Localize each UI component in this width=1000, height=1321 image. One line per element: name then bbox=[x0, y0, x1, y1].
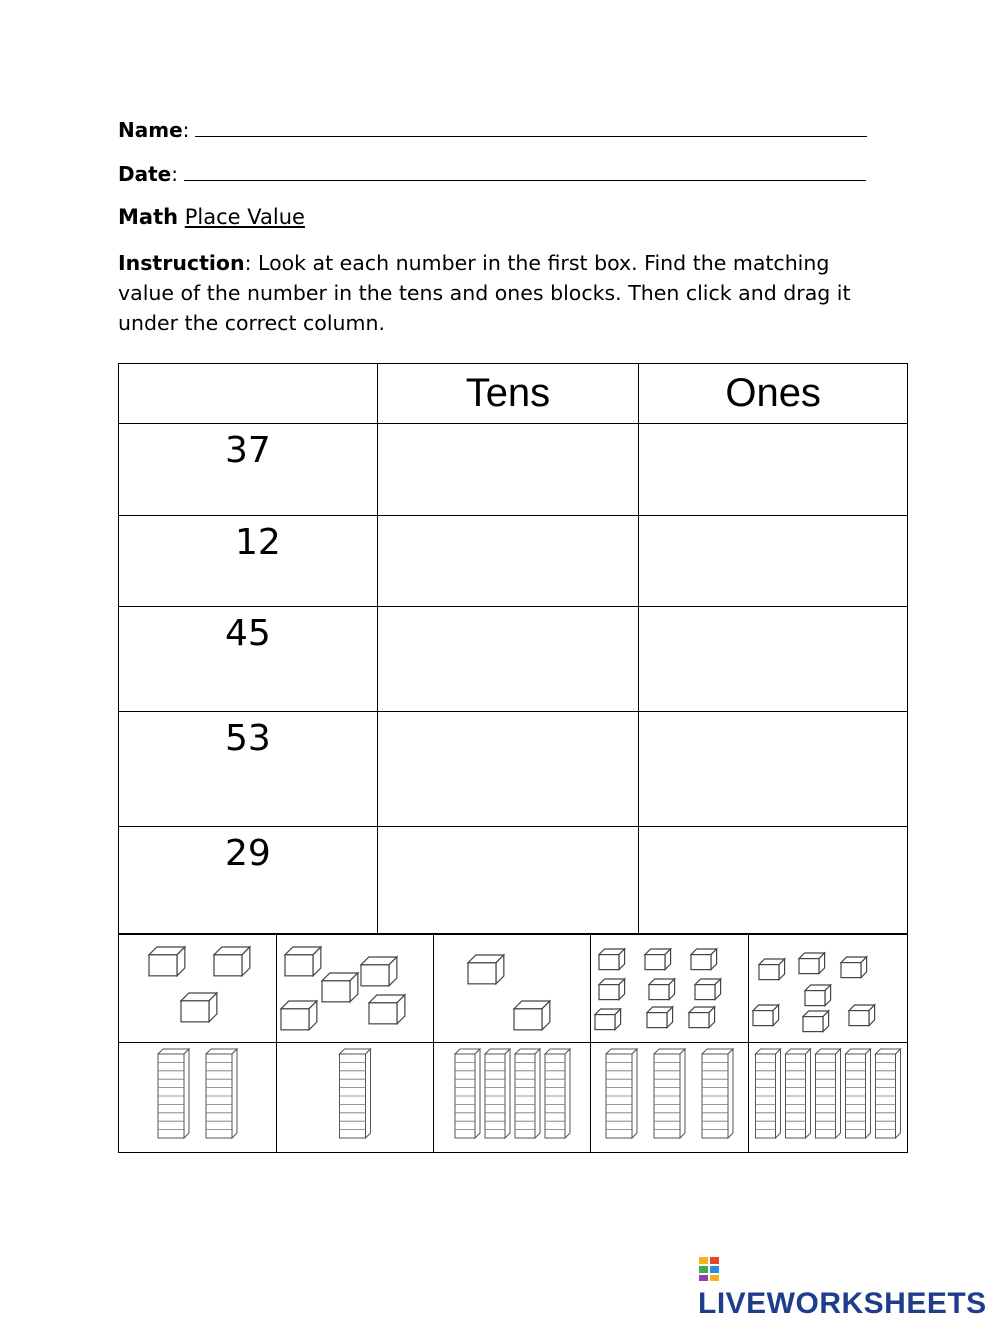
unit-cube bbox=[649, 979, 675, 1000]
unit-cube bbox=[803, 1011, 829, 1032]
tens-block-card[interactable] bbox=[749, 1043, 908, 1153]
name-label: Name bbox=[118, 118, 183, 142]
tens-block-card[interactable] bbox=[433, 1043, 591, 1153]
liveworksheets-mark-icon bbox=[698, 1256, 720, 1282]
number-37: 37 bbox=[225, 430, 271, 471]
instruction-label: Instruction bbox=[118, 251, 245, 275]
unit-cube bbox=[322, 973, 358, 1002]
ones-cubes-image bbox=[119, 935, 275, 1040]
ten-rod bbox=[756, 1049, 781, 1138]
subject-topic: Place Value bbox=[184, 205, 305, 229]
ten-rod bbox=[206, 1049, 237, 1138]
number-cell bbox=[119, 516, 378, 607]
unit-cube bbox=[468, 955, 504, 984]
tens-drop-zone[interactable] bbox=[377, 827, 639, 934]
number-53: 53 bbox=[225, 718, 271, 759]
unit-cube bbox=[214, 947, 250, 976]
unit-cube bbox=[799, 953, 825, 974]
ones-drop-zone[interactable] bbox=[639, 607, 908, 712]
unit-cube bbox=[514, 1001, 550, 1030]
date-field: Date: bbox=[118, 162, 866, 186]
header-ones: Ones bbox=[639, 364, 908, 424]
table-row bbox=[119, 607, 908, 712]
ones-cubes-image bbox=[277, 935, 432, 1040]
blocks-bank bbox=[118, 934, 908, 1153]
unit-cube bbox=[753, 1005, 779, 1026]
ones-block-card[interactable] bbox=[276, 935, 433, 1043]
ones-drop-zone[interactable] bbox=[639, 516, 908, 607]
header-tens: Tens bbox=[377, 364, 639, 424]
instruction bbox=[118, 248, 878, 338]
ten-rod bbox=[786, 1049, 811, 1138]
unit-cube bbox=[361, 957, 397, 986]
ones-block-card[interactable] bbox=[119, 935, 277, 1043]
brand-name: LIVEWORKSHEETS bbox=[698, 1287, 987, 1320]
ten-rod bbox=[816, 1049, 841, 1138]
ten-rod bbox=[455, 1049, 480, 1138]
header-row bbox=[119, 364, 908, 424]
tens-block-card[interactable] bbox=[119, 1043, 277, 1153]
tens-rods-image bbox=[591, 1043, 747, 1150]
ten-rod bbox=[515, 1049, 540, 1138]
tens-drop-zone[interactable] bbox=[377, 607, 639, 712]
ones-block-card[interactable] bbox=[749, 935, 908, 1043]
number-29: 29 bbox=[225, 833, 271, 874]
ones-drop-zone[interactable] bbox=[639, 712, 908, 827]
number-cell bbox=[119, 424, 378, 516]
unit-cube bbox=[149, 947, 185, 976]
table-row bbox=[119, 712, 908, 827]
ten-rod bbox=[654, 1049, 685, 1138]
liveworksheets-logo bbox=[698, 1253, 1000, 1321]
tens-blocks-row bbox=[119, 1043, 908, 1153]
table-row bbox=[119, 827, 908, 934]
tens-drop-zone[interactable] bbox=[377, 712, 639, 827]
unit-cube bbox=[647, 1007, 673, 1028]
unit-cube bbox=[369, 995, 405, 1024]
ones-cubes-image bbox=[749, 935, 906, 1040]
date-label: Date bbox=[118, 162, 172, 186]
ten-rod bbox=[485, 1049, 510, 1138]
unit-cube bbox=[805, 985, 831, 1006]
place-value-table bbox=[118, 363, 908, 934]
unit-cube bbox=[695, 979, 721, 1000]
unit-cube bbox=[281, 1001, 317, 1030]
unit-cube bbox=[645, 949, 671, 970]
unit-cube bbox=[285, 947, 321, 976]
name-blank-line[interactable] bbox=[195, 118, 867, 137]
unit-cube bbox=[849, 1005, 875, 1026]
unit-cube bbox=[689, 1007, 715, 1028]
tens-drop-zone[interactable] bbox=[377, 516, 639, 607]
tens-rods-image bbox=[434, 1043, 590, 1150]
ones-block-card[interactable] bbox=[433, 935, 591, 1043]
table-row bbox=[119, 424, 908, 516]
unit-cube bbox=[691, 949, 717, 970]
tens-block-card[interactable] bbox=[276, 1043, 433, 1153]
tens-block-card[interactable] bbox=[591, 1043, 749, 1153]
unit-cube bbox=[595, 1009, 621, 1030]
ten-rod bbox=[606, 1049, 637, 1138]
number-cell bbox=[119, 827, 378, 934]
tens-drop-zone[interactable] bbox=[377, 424, 639, 516]
ten-rod bbox=[702, 1049, 733, 1138]
subject-line bbox=[118, 205, 305, 229]
ones-cubes-image bbox=[434, 935, 590, 1040]
unit-cube bbox=[759, 959, 785, 980]
ones-block-card[interactable] bbox=[591, 935, 749, 1043]
ten-rod bbox=[339, 1049, 370, 1138]
number-cell bbox=[119, 607, 378, 712]
header-number-cell bbox=[119, 364, 378, 424]
ten-rod bbox=[846, 1049, 871, 1138]
ten-rod bbox=[876, 1049, 901, 1138]
ones-cubes-image bbox=[591, 935, 747, 1040]
ten-rod bbox=[545, 1049, 570, 1138]
date-blank-line[interactable] bbox=[184, 162, 866, 181]
tens-rods-image bbox=[277, 1043, 432, 1150]
ones-drop-zone[interactable] bbox=[639, 827, 908, 934]
unit-cube bbox=[181, 993, 217, 1022]
name-field: Name: bbox=[118, 118, 867, 142]
number-cell bbox=[119, 712, 378, 827]
instruction-text: : Look at each number in the first box. Find the matching value of the number in the tens and ones blocks. Then click and drag it under the correct column. bbox=[118, 251, 851, 335]
table-row bbox=[119, 516, 908, 607]
ones-drop-zone[interactable] bbox=[639, 424, 908, 516]
ones-blocks-row bbox=[119, 935, 908, 1043]
unit-cube bbox=[841, 957, 867, 978]
number-12: 12 bbox=[235, 522, 281, 563]
unit-cube bbox=[599, 979, 625, 1000]
unit-cube bbox=[599, 949, 625, 970]
ten-rod bbox=[158, 1049, 189, 1138]
tens-rods-image bbox=[749, 1043, 906, 1150]
number-45: 45 bbox=[225, 613, 271, 654]
tens-rods-image bbox=[119, 1043, 275, 1150]
subject-label: Math bbox=[118, 205, 179, 229]
